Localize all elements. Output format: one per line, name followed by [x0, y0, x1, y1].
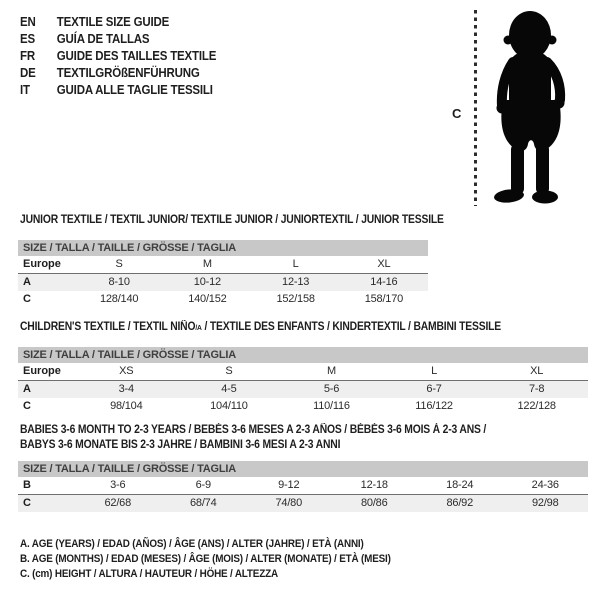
- height-cell: 104/110: [210, 400, 248, 412]
- footnote-a: A. AGE (YEARS) / EDAD (AÑOS) / ÂGE (ANS) / ALTER (JAHRE) / ETÀ (ANNI): [20, 538, 364, 550]
- size-header-bar: SIZE / TALLA / TAILLE / GRÖSSE / TAGLIA: [18, 461, 588, 477]
- table-row: [18, 495, 588, 512]
- table-row: [18, 398, 588, 415]
- children-title-pre: CHILDREN'S TEXTILE / TEXTIL NIÑO: [20, 321, 196, 333]
- language-code: ES: [20, 32, 35, 46]
- height-cell: 68/74: [189, 497, 217, 509]
- table-row: [18, 256, 428, 274]
- language-code: FR: [20, 49, 35, 63]
- size-cell: XL: [377, 258, 391, 270]
- height-cell: 92/98: [531, 497, 559, 509]
- size-cell: S: [225, 365, 233, 377]
- age-cell: 5-6: [323, 383, 340, 395]
- footnote-c: C. (cm) HEIGHT / ALTURA / HAUTEUR / HÖHE / ALTEZZA: [20, 568, 278, 580]
- months-cell: 3-6: [110, 479, 126, 491]
- age-cell: 14-16: [370, 276, 398, 288]
- junior-size-table: [18, 240, 428, 308]
- language-title: GUÍA DE TALLAS: [56, 32, 150, 46]
- age-cell: 8-10: [108, 276, 130, 288]
- age-cell: 7-8: [529, 383, 545, 395]
- row-label: C: [23, 293, 31, 305]
- size-header-bar: SIZE / TALLA / TAILLE / GRÖSSE / TAGLIA: [18, 240, 428, 256]
- height-cell: 74/80: [275, 497, 303, 509]
- height-cell: 98/104: [110, 400, 143, 412]
- size-cell: M: [327, 365, 336, 377]
- language-title: TEXTILGRÖßENFÜHRUNG: [56, 66, 200, 80]
- height-cell: 128/140: [99, 293, 139, 305]
- height-cell: 110/116: [313, 400, 350, 412]
- row-label: C: [23, 497, 31, 509]
- size-cell: L: [431, 365, 438, 377]
- height-cell: 116/122: [415, 400, 453, 412]
- row-label: A: [23, 383, 31, 395]
- baby-silhouette-icon: [483, 8, 575, 208]
- size-cell: L: [292, 258, 299, 270]
- table-row: [18, 274, 428, 291]
- row-label: C: [23, 400, 31, 412]
- language-row: [20, 65, 216, 82]
- table-row: [18, 291, 428, 308]
- language-code: EN: [20, 15, 36, 29]
- height-measure-label: C: [452, 106, 462, 121]
- row-label: B: [23, 479, 31, 491]
- children-size-table: [18, 347, 588, 415]
- height-cell: 62/68: [104, 497, 132, 509]
- table-row: [18, 477, 588, 495]
- children-title-post: / TEXTILE DES ENFANTS / KINDERTEXTIL / BAMBINI TESSILE: [201, 321, 502, 333]
- language-title: TEXTILE SIZE GUIDE: [56, 15, 170, 29]
- months-cell: 9-12: [278, 479, 300, 491]
- table-row: [18, 363, 588, 381]
- height-cell: 158/170: [364, 293, 404, 305]
- months-cell: 12-18: [360, 479, 388, 491]
- language-code: DE: [20, 66, 36, 80]
- age-cell: 6-7: [426, 383, 442, 395]
- table-row: [18, 381, 588, 398]
- age-cell: 4-5: [221, 383, 237, 395]
- height-measure-line: [474, 10, 477, 206]
- height-cell: 80/86: [360, 497, 388, 509]
- children-title-subscript: /A: [195, 323, 202, 332]
- age-cell: 10-12: [193, 276, 221, 288]
- junior-section-title: JUNIOR TEXTILE / TEXTIL JUNIOR/ TEXTILE JUNIOR / JUNIORTEXTIL / JUNIOR TESSILE: [20, 214, 444, 226]
- months-cell: 18-24: [446, 479, 474, 491]
- size-cell: XL: [530, 365, 544, 377]
- language-row: [20, 82, 216, 99]
- babies-section-title-line2: BABYS 3-6 MONATE BIS 2-3 JAHRE / BAMBINI 3-6 MESI A 2-3 ANNI: [20, 439, 341, 451]
- row-label: Europe: [23, 365, 61, 377]
- babies-section-title-line1: BABIES 3-6 MONTH TO 2-3 YEARS / BEBÉS 3-6 MESES A 2-3 AÑOS / BÉBÉS 3-6 MOIS À 2-3 ANS /: [20, 424, 487, 436]
- language-code: IT: [20, 83, 30, 97]
- language-row: [20, 14, 216, 31]
- babies-size-table: [18, 461, 588, 512]
- language-title: GUIDE DES TAILLES TEXTILE: [56, 49, 217, 63]
- months-cell: 24-36: [531, 479, 559, 491]
- size-cell: XS: [119, 365, 134, 377]
- language-row: [20, 31, 216, 48]
- size-header-bar: SIZE / TALLA / TAILLE / GRÖSSE / TAGLIA: [18, 347, 588, 363]
- height-cell: 152/158: [276, 293, 315, 305]
- age-cell: 12-13: [282, 276, 310, 288]
- height-cell: 140/152: [188, 293, 227, 305]
- language-row: [20, 48, 216, 65]
- language-title: GUIDA ALLE TAGLIE TESSILI: [56, 83, 213, 97]
- height-cell: 122/128: [517, 400, 556, 412]
- children-section-title: [20, 321, 501, 333]
- months-cell: 6-9: [195, 479, 211, 491]
- footnote-b: B. AGE (MONTHS) / EDAD (MESES) / ÂGE (MOIS) / ALTER (MONATE) / ETÀ (MESI): [20, 553, 391, 565]
- language-title-block: [20, 14, 216, 99]
- size-cell: S: [115, 258, 123, 270]
- height-cell: 86/92: [446, 497, 474, 509]
- row-label: A: [23, 276, 31, 288]
- size-cell: M: [202, 258, 212, 270]
- age-cell: 3-4: [118, 383, 134, 395]
- row-label: Europe: [23, 258, 61, 270]
